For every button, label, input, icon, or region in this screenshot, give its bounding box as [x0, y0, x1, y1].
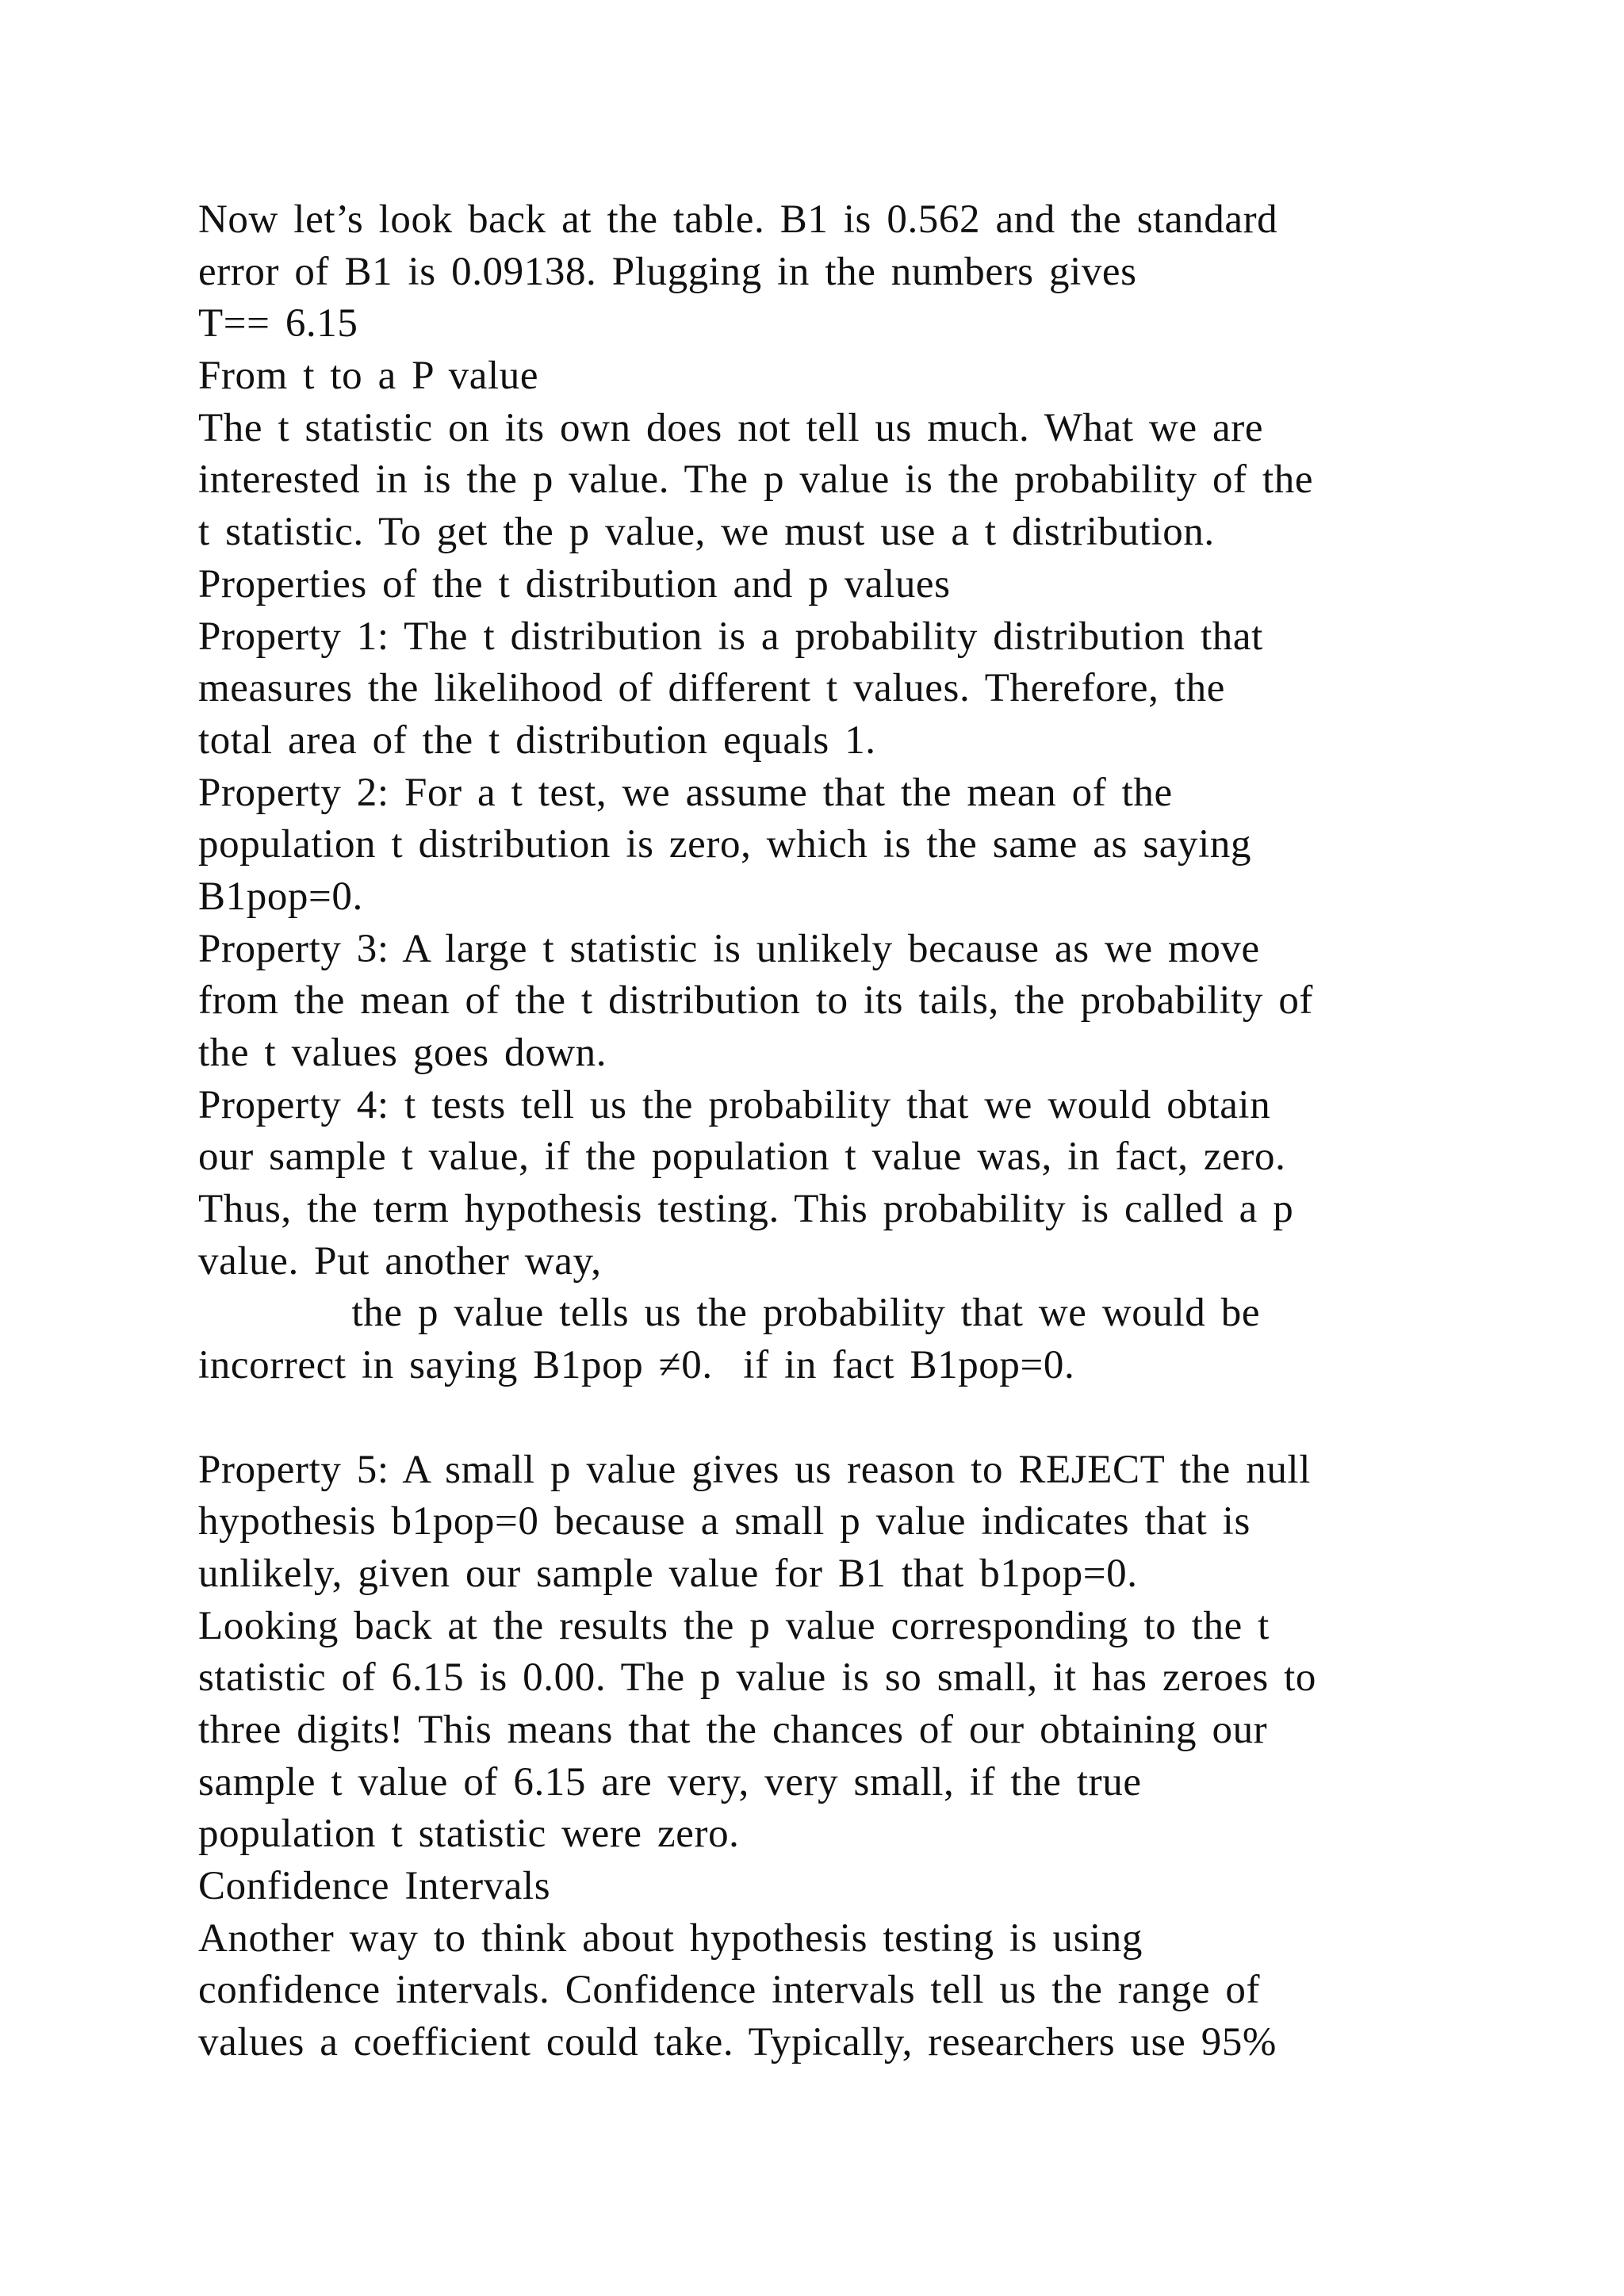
text-line: B1pop=0.	[198, 874, 363, 919]
section-heading: From t to a P value	[198, 354, 539, 399]
text-line: interested in is the p value. The p value is the probability of the	[198, 457, 1314, 503]
body-text	[198, 194, 1515, 2069]
text-line: Another way to think about hypothesis testing is using	[198, 1915, 1143, 1961]
text-line: Property 1: The t distribution is a probability distribution that	[198, 614, 1263, 659]
text-line: Property 2: For a t test, we assume that the mean of the	[198, 770, 1173, 815]
text-line: statistic of 6.15 is 0.00. The p value is so small, it has zeroes to	[198, 1655, 1317, 1701]
text-line: Thus, the term hypothesis testing. This probability is called a p	[198, 1187, 1294, 1232]
text-line: Property 5: A small p value gives us reason to REJECT the null	[198, 1447, 1311, 1492]
text-line: Looking back at the results the p value corresponding to the t	[198, 1603, 1270, 1648]
text-line: T== 6.15	[198, 301, 358, 346]
text-line: our sample t value, if the population t value was, in fact, zero.	[198, 1135, 1286, 1180]
text-line: value. Put another way,	[198, 1238, 602, 1284]
text-line: from the mean of the t distribution to its tails, the probability of	[198, 978, 1314, 1024]
text-line: The t statistic on its own does not tell us much. What we are	[198, 405, 1264, 450]
text-line: confidence intervals. Confidence intervals tell us the range of	[198, 1968, 1261, 2013]
section-heading: Confidence Intervals	[198, 1864, 551, 1908]
text-line: t statistic. To get the p value, we must use a t distribution.	[198, 510, 1215, 555]
text-line: error of B1 is 0.09138. Plugging in the numbers gives	[198, 249, 1137, 294]
text-line: Property 3: A large t statistic is unlikely because as we move	[198, 926, 1260, 971]
text-line: the p value tells us the probability that we would be	[198, 1291, 1261, 1336]
text-line: the t values goes down.	[198, 1031, 607, 1075]
text-line: Now let’s look back at the table. B1 is 0.562 and the standard	[198, 197, 1278, 242]
text-line: hypothesis b1pop=0 because a small p value indicates that is	[198, 1499, 1251, 1544]
text-line: total area of the t distribution equals 1.	[198, 718, 876, 763]
text-line: Property 4: t tests tell us the probability that we would obtain	[198, 1082, 1271, 1127]
text-line: sample t value of 6.15 are very, very small, if the true	[198, 1759, 1142, 1804]
text-line: population t distribution is zero, which is the same as saying	[198, 822, 1252, 867]
text-line: values a coefficient could take. Typically, researchers use 95%	[198, 2020, 1277, 2065]
text-line: population t statistic were zero.	[198, 1812, 740, 1857]
text-line: incorrect in saying B1pop ≠0. if in fact B1pop=0.	[198, 1343, 1075, 1388]
text-line: measures the likelihood of different t values. Therefore, the	[198, 666, 1225, 711]
section-heading: Properties of the t distribution and p values	[198, 561, 951, 607]
text-line: unlikely, given our sample value for B1 that b1pop=0.	[198, 1551, 1138, 1596]
blank-line	[198, 1392, 1515, 1445]
text-line: three digits! This means that the chances of our obtaining our	[198, 1707, 1268, 1752]
